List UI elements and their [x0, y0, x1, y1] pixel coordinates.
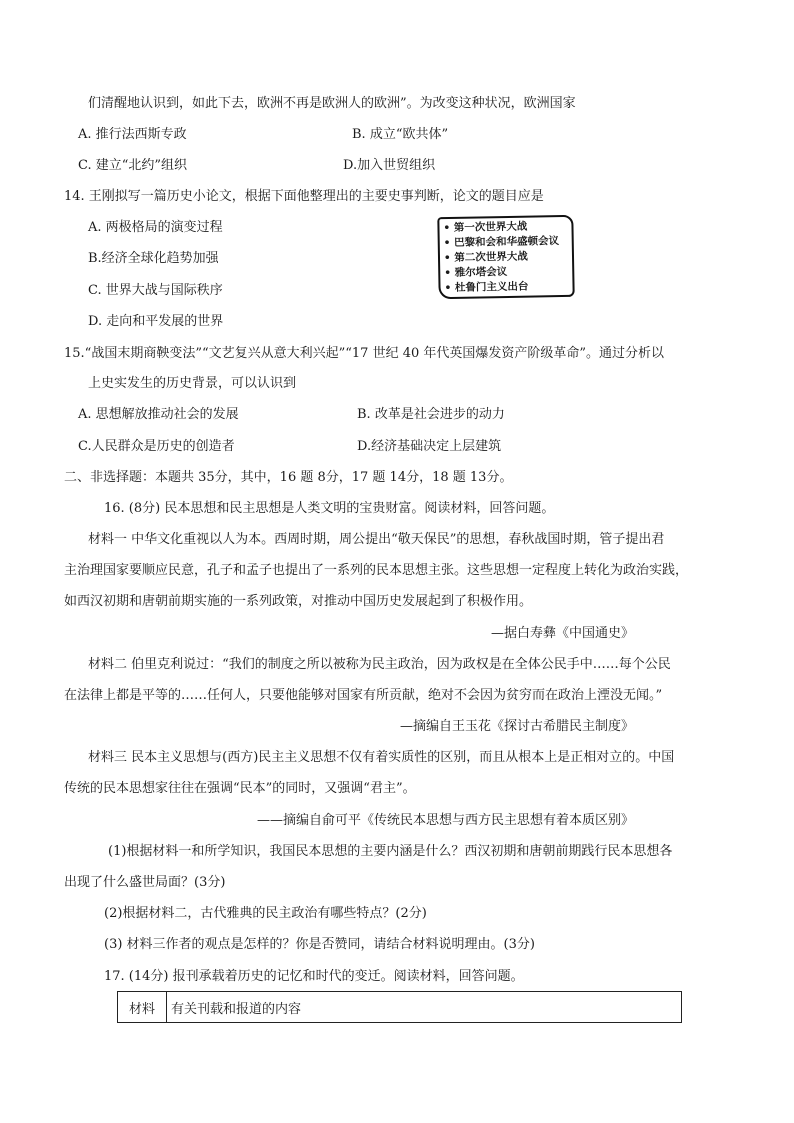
note-item: • 第二次世界大战: [444, 249, 568, 266]
q16-sub-question-3: (3) 材料三作者的观点是怎样的？你是否赞同，请结合材料说明理由。(3分): [104, 937, 535, 952]
note-item: • 雅尔塔会议: [444, 264, 568, 281]
q14-option-a: A. 两极格局的演变过程: [88, 220, 223, 235]
q15-stem-line2: 上史实发生的历史背景，可以认识到: [88, 376, 297, 391]
q15-option-b: B. 改革是社会进步的动力: [357, 407, 505, 422]
q16-material-2-line1: 材料二 伯里克利说过：“我们的制度之所以被称为民主政治，因为政权是在全体公民手中……每个公民: [88, 657, 671, 672]
q14-option-c: C. 世界大战与国际秩序: [88, 283, 223, 298]
q16-material-1-line2: 主治理国家要顺应民意，孔子和孟子也提出了一系列的民本思想主张。这些思想一定程度上转化为政治实践，: [64, 563, 689, 578]
q16-stem: 16. (8分) 民本思想和民主思想是人类文明的宝贵财富。阅读材料，回答问题。: [104, 501, 555, 516]
q16-material-1-source: —据白寿彝《中国通史》: [490, 626, 634, 641]
table-header-content: 有关刊载和报道的内容: [167, 992, 682, 1023]
q13-option-c: C. 建立“北约”组织: [78, 158, 188, 173]
q15-option-c: C.人民群众是历史的创造者: [78, 439, 235, 454]
q16-sub-question-2: (2)根据材料二，古代雅典的民主政治有哪些特点？(2分): [104, 906, 427, 921]
q16-sub-question-1-line1: (1)根据材料一和所学知识，我国民本思想的主要内涵是什么？西汉初期和唐朝前期践行民本思想各: [108, 844, 673, 859]
q15-option-d: D.经济基础决定上层建筑: [357, 439, 502, 454]
note-item: • 杜鲁门主义出台: [444, 279, 568, 296]
q13-option-d: D.加入世贸组织: [343, 158, 436, 173]
q16-sub-question-1-line2: 出现了什么盛世局面？(3分): [64, 875, 226, 890]
q13-stem-tail: 们清醒地认识到，如此下去，欧洲不再是欧洲人的欧洲”。为改变这种状况，欧洲国家: [88, 96, 576, 111]
note-item: • 巴黎和会和华盛顿会议: [444, 234, 568, 251]
q14-handwritten-note-box: [437, 215, 574, 299]
q15-option-a: A. 思想解放推动社会的发展: [78, 407, 239, 422]
section-2-heading: 二、非选择题：本题共 35分，其中，16 题 8分，17 题 14分，18 题 13分。: [64, 470, 513, 485]
note-item: • 第一次世界大战: [443, 219, 567, 236]
table-row: [118, 992, 682, 1023]
q16-material-3-source: ——摘编自俞可平《传统民本思想与西方民主思想有着本质区别》: [256, 813, 634, 828]
q16-material-3-line2: 传统的民本思想家往往在强调“民本”的同时，又强调“君主”。: [64, 781, 416, 796]
table-header-material: 材料: [118, 992, 167, 1023]
q14-option-d: D. 走向和平发展的世界: [88, 314, 224, 329]
q16-material-3-line1: 材料三 民本主义思想与(西方)民主主义思想不仅有着实质性的区别，而且从根本上是正相对立的。中国: [88, 750, 675, 765]
q13-option-b: B. 成立“欧共体”: [352, 127, 449, 142]
q14-stem: 14. 王刚拟写一篇历史小论文，根据下面他整理出的主要史事判断，论文的题目应是: [64, 189, 544, 204]
q16-material-2-source: —摘编自王玉花《探讨古希腊民主制度》: [399, 719, 634, 734]
q13-option-a: A. 推行法西斯专政: [78, 127, 187, 142]
q17-material-table: [117, 991, 682, 1023]
q16-material-1-line1: 材料一 中华文化重视以人为本。西周时期，周公提出“敬天保民”的思想，春秋战国时期，管子提出君: [88, 532, 665, 547]
q15-stem-line1: 15.“战国末期商鞅变法”“文艺复兴从意大利兴起”“17 世纪 40 年代英国爆发资产阶级革命”。通过分析以: [64, 346, 665, 361]
q16-material-2-line2: 在法律上都是平等的……任何人，只要他能够对国家有所贡献，绝对不会因为贫穷而在政治上湮没无闻。”: [64, 688, 663, 703]
q14-option-b: B.经济全球化趋势加强: [88, 251, 219, 266]
q16-material-1-line3: 如西汉初期和唐朝前期实施的一系列政策，对推动中国历史发展起到了积极作用。: [64, 594, 533, 609]
q17-stem: 17. (14分) 报刊承载着历史的记忆和时代的变迁。阅读材料，回答问题。: [104, 969, 524, 984]
